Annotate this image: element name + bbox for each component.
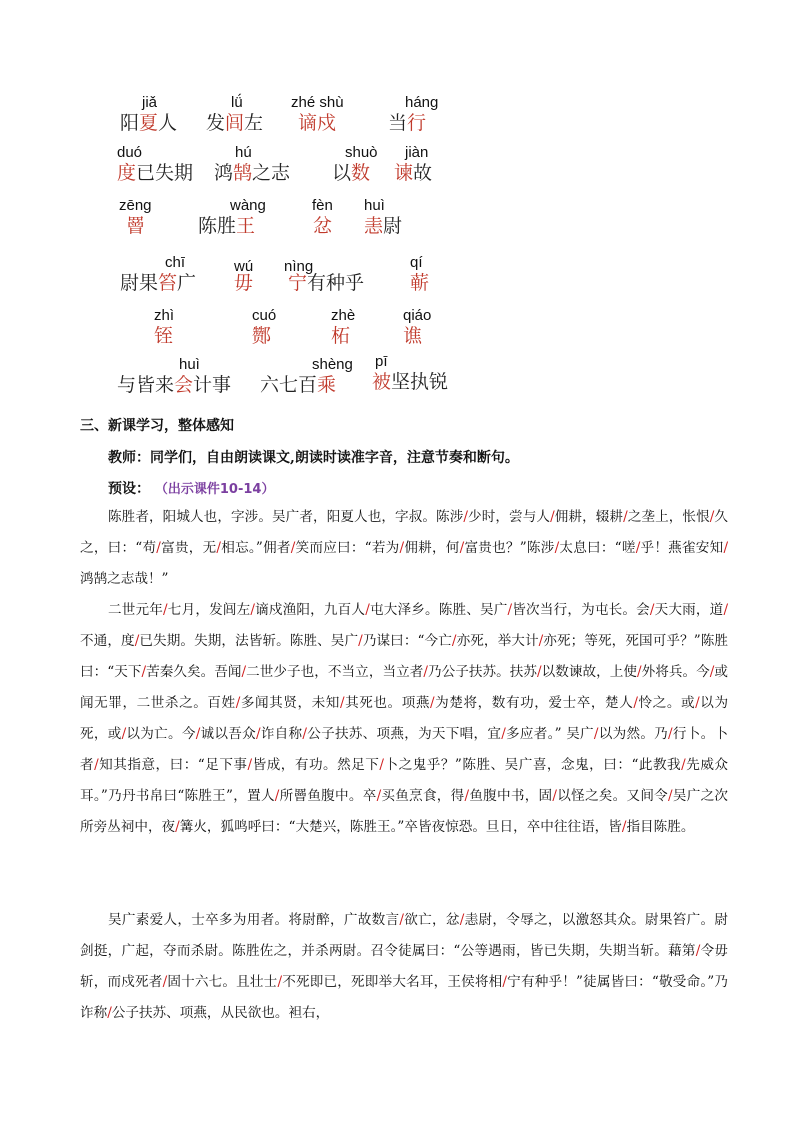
pinyin: jiǎ (142, 94, 158, 111)
pause-mark: / (552, 788, 557, 804)
word-text: 发闾左 (206, 112, 264, 134)
pinyin: qí (410, 254, 423, 271)
pause-mark: / (134, 633, 140, 649)
pause-mark: / (709, 664, 715, 680)
word-text: 酂 (252, 325, 272, 347)
pause-mark: / (302, 726, 307, 742)
pinyin: huì (179, 356, 200, 373)
pause-mark: / (241, 664, 247, 680)
pause-mark: / (536, 664, 542, 680)
word-text: 与皆来会计事 (117, 374, 232, 396)
pause-mark: / (633, 695, 638, 711)
pinyin: cuó (252, 307, 277, 324)
pause-mark: / (502, 974, 508, 990)
pause-mark: / (451, 633, 457, 649)
preset-line (108, 478, 274, 498)
pause-mark: / (216, 540, 222, 556)
pause-mark: / (459, 540, 465, 556)
pinyin: hú (235, 144, 252, 161)
pause-mark: / (635, 540, 641, 556)
pause-mark: / (550, 509, 555, 525)
pause-mark: / (501, 726, 506, 742)
word-text: 鸿鹄之志 (214, 162, 291, 184)
word-text: 度已失期 (117, 162, 194, 184)
word-text: 尉果笞广 (120, 272, 197, 294)
word-text: 谏故 (394, 162, 433, 184)
pause-mark: / (593, 726, 599, 742)
pinyin: zēng (119, 197, 152, 214)
pause-mark: / (423, 664, 428, 680)
pinyin: shuò (345, 144, 378, 161)
teacher-instruction: 教师：同学们，自由朗读课文,朗读时读准字音，注意节奏和断句。 (108, 450, 519, 466)
pinyin: huì (364, 197, 385, 214)
pause-mark: / (695, 695, 700, 711)
word-text: 铚 (154, 325, 174, 347)
pinyin: wàng (230, 197, 266, 214)
word-text: 阳夏人 (120, 112, 178, 134)
pause-mark: / (94, 757, 99, 773)
pause-mark: / (723, 602, 729, 618)
pause-mark: / (339, 695, 345, 711)
pause-mark: / (163, 602, 168, 618)
word-text: 六七百乘 (260, 374, 337, 396)
pause-mark: / (274, 788, 280, 804)
pause-mark: / (463, 509, 468, 525)
pause-mark: / (637, 664, 642, 680)
section-title: 三、新课学习，整体感知 (80, 418, 234, 434)
pause-mark: / (623, 509, 628, 525)
word-text: 谪戍 (298, 112, 337, 134)
courseware-hint: （出示课件10-14） (154, 482, 275, 497)
pause-mark: / (538, 633, 544, 649)
pause-mark: / (365, 602, 370, 618)
pinyin: zhé shù (291, 94, 344, 111)
pinyin: shèng (312, 356, 353, 373)
word-text: 柘 (331, 325, 351, 347)
pinyin: qiáo (403, 307, 432, 324)
pinyin: háng (405, 94, 439, 111)
pinyin: pī (375, 353, 388, 370)
pause-mark: / (247, 757, 253, 773)
pause-mark: / (459, 912, 465, 928)
word-text: 宁有种乎 (288, 272, 365, 294)
pause-mark: / (376, 788, 382, 804)
pause-mark: / (156, 540, 161, 556)
pause-mark: / (709, 509, 715, 525)
pinyin: chī (165, 254, 186, 271)
word-text: 罾 (126, 215, 146, 237)
word-text: 蕲 (410, 272, 430, 294)
preset-label: 预设： (108, 481, 150, 497)
pause-mark: / (399, 540, 405, 556)
pinyin: jiàn (405, 144, 429, 161)
pinyin: nìng (284, 258, 314, 275)
pause-mark: / (399, 912, 404, 928)
pinyin: fèn (312, 197, 333, 214)
pause-mark: / (507, 602, 513, 618)
pause-mark: / (235, 695, 241, 711)
word-text: 以数 (332, 162, 371, 184)
word-text: 谯 (403, 325, 423, 347)
pause-mark: / (358, 633, 363, 649)
pause-mark: / (141, 664, 147, 680)
passage-paragraph: 吴广素爱人，士卒多为用者。将尉醉，广故数言/欲亡，忿/恚尉，令辱之，以激怒其众。尉果笞广。尉剑挺，广起，夺而杀尉。陈胜佐之，并杀两尉。召令徒属曰：“公等遇雨，皆已失期，失期当斩。藉第/令毋斩，而戍死者/固十六七。且壮士/不死即已，死即举大名耳，王侯将相/宁有种乎！”徒属皆曰：“敬受命。”乃诈称/公子扶苏、项燕，从民欲也。袒右， (80, 912, 729, 1021)
pause-mark: / (554, 540, 560, 556)
pause-mark: / (681, 757, 686, 773)
pinyin: lǘ (231, 94, 243, 111)
pause-mark: / (250, 602, 255, 618)
pinyin: zhì (154, 307, 175, 324)
pinyin: zhè (331, 307, 356, 324)
pause-mark: / (668, 788, 673, 804)
passage-paragraph: 陈胜者，阳城人也，字涉。吴广者，阳夏人也，字叔。陈涉/少时，尝与人/佣耕，辍耕/之垄上，怅恨/久之，曰：“苟/富贵，无/相忘。”佣者/笑而应曰：“若为/佣耕，何/富贵也？”陈涉/太息曰：“嗟/乎！燕雀安知/鸿鹄之志哉！” (80, 509, 729, 587)
pause-mark: / (255, 726, 261, 742)
pinyin: duó (117, 144, 143, 161)
pause-mark: / (464, 788, 470, 804)
word-text: 陈胜王 (198, 215, 256, 237)
word-text: 当行 (388, 112, 427, 134)
passage-paragraph: 二世元年/七月，发闾左/谪戍渔阳，九百人/屯大泽乡。陈胜、吴广/皆次当行，为屯长。会/天大雨，道/不通，度/已失期。失期，法皆斩。陈胜、吴广/乃谋曰：“今亡/亦死，举大计/亦死；等死，死国可乎？”陈胜曰：“天下/苦秦久矣。吾闻/二世少子也，不当立，当立者/乃公子扶苏。扶苏/以数谏故，上使/外将兵。今/或闻无罪，二世杀之。百姓/多闻其贤，未知/其死也。项燕/为楚将，数有功，爱士卒，楚人/怜之。或/以为死，或/以为亡。今/诚以吾众/诈自称/公子扶苏、项燕，为天下唱，宜/多应者。” 吴广/以为然。乃/行卜。卜者/知其指意，曰：“足下事/皆成，有功。然足下/卜之鬼乎？”陈胜、吴广喜，念鬼，曰：“此教我/先威众耳。”乃丹书帛曰“陈胜王”，置人/所罾鱼腹中。卒/买鱼烹食，得/鱼腹中书，固/以怪之矣。又间令/吴广之次所旁丛祠中，夜/篝火，狐鸣呼曰：“大楚兴，陈胜王。”卒皆夜惊恐。旦日，卒中往往语，皆/指目陈胜。 (80, 602, 729, 835)
pause-mark: / (175, 819, 180, 835)
pause-mark: / (290, 540, 296, 556)
pause-mark: / (621, 819, 627, 835)
pause-mark: / (695, 943, 701, 959)
word-text: 毋 (234, 272, 254, 294)
pause-mark: / (107, 1005, 112, 1021)
word-text: 恚尉 (364, 215, 403, 237)
pinyin: wú (234, 258, 254, 275)
pause-mark: / (649, 602, 655, 618)
pause-mark: / (379, 757, 384, 773)
pause-mark: / (162, 974, 168, 990)
pause-mark: / (121, 726, 127, 742)
pause-mark: / (723, 540, 729, 556)
pause-mark: / (668, 726, 673, 742)
pause-mark: / (430, 695, 435, 711)
word-text: 被坚执锐 (372, 371, 449, 393)
pause-mark: / (195, 726, 201, 742)
word-text: 忿 (313, 215, 333, 237)
pause-mark: / (277, 974, 283, 990)
